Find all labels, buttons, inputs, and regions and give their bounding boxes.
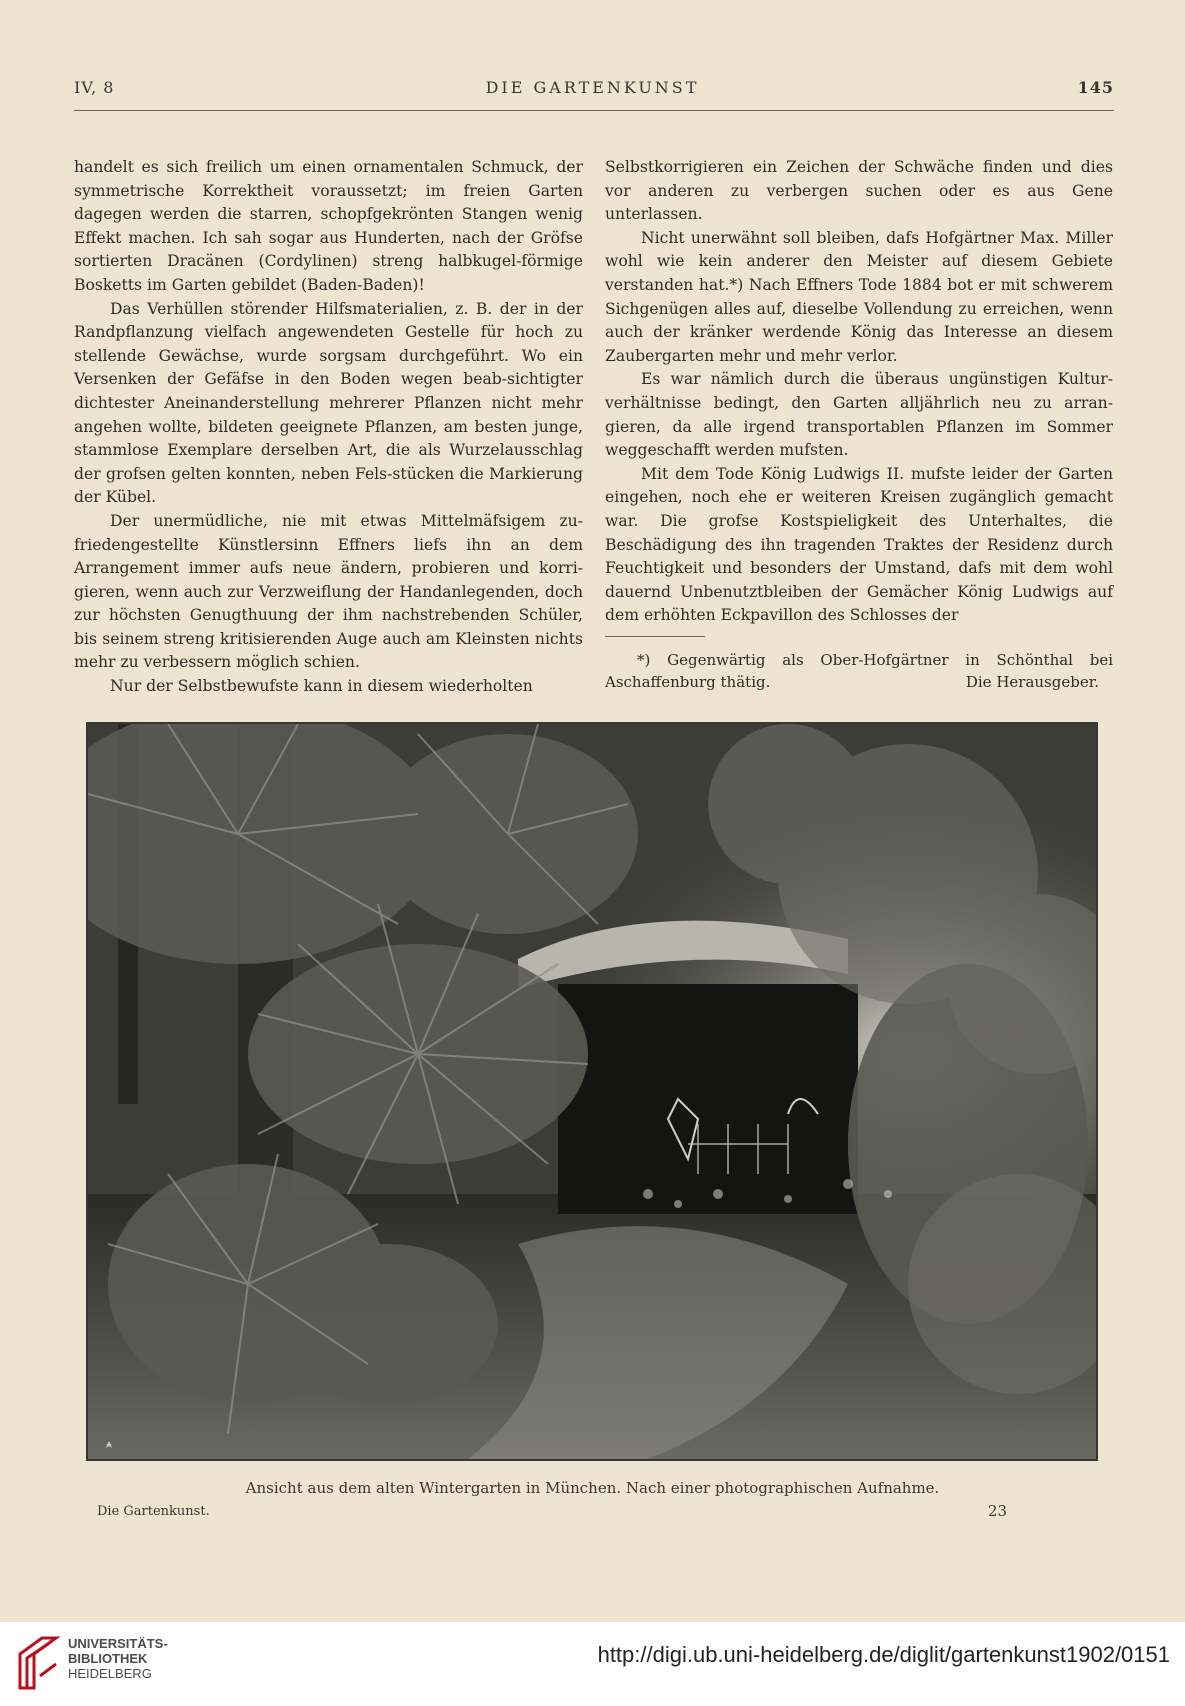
paragraph: Der unermüdliche, nie mit etwas Mittelmäfsigem zu-friedengestellte Künstlersinn Effners liefs ihn an dem Arrangement immer aufs neue ändern, probieren und korri-gieren, wenn auch zur Verzweiflung der Handanlegenden, doch zur höchsten Genugthuung der ihm nachstrebenden Schüler, bis seinem streng kritisierenden Auge auch am Kleinsten nichts mehr zu verbessern möglich schien. — [74, 511, 583, 672]
header-page-number: 145 — [1077, 78, 1114, 97]
wintergarden-photograph — [86, 722, 1098, 1461]
paragraph: Selbstkorrigieren ein Zeichen der Schwäche finden und dies vor anderen zu verbergen suchen oder es aus Gene unterlassen. — [605, 158, 1113, 224]
header-volume: IV, 8 — [74, 78, 115, 97]
header-rule — [74, 110, 1114, 111]
library-name-line: BIBLIOTHEK — [68, 1651, 148, 1666]
footnote-rule — [605, 636, 705, 637]
permalink-url[interactable]: http://digi.ub.uni-heidelberg.de/diglit/gartenkunst1902/0151 — [597, 1642, 1170, 1667]
header-journal-title: DIE GARTENKUNST — [485, 78, 700, 97]
paragraph: handelt es sich freilich um einen ornamentalen Schmuck, der symmetrische Korrektheit voraussetzt; im freien Garten dagegen werden die starren, schopfgekrönten Stangen wenig Effekt machen. Ich sah sogar aus Hunderten, nach der Gröfse sortierten Dracänen (Cordylinen) streng halbkugel-förmige Bosketts im Garten gebildet (Baden-Baden)! — [74, 158, 583, 294]
paragraph: Das Verhüllen störender Hilfsmaterialien, z. B. der in der Randpflanzung vielfach angewendeten Gestelle für hoch zu stellende Gewächse, wurde sorgsam durchgeführt. Wo ein Versenken der Gefäfse in den Boden wegen beab-sichtigter dichtester Aneinanderstellung mehrerer Pflanzen nicht mehr angehen wollte, bildeten geeignete Pflanzen, am besten junge, stammlose Exemplare derselben Art, die als Wurzelausschlag der grofsen gelten konnten, neben Fels-stücken die Markierung der Kübel. — [74, 299, 583, 507]
paragraph: Es war nämlich durch die überaus ungünstigen Kultur-verhältnisse bedingt, den Garten alljährlich neu zu arran-gieren, da alle irgend transportablen Pflanzen im Sommer weggeschafft werden mufsten. — [605, 370, 1113, 460]
right-text-column — [605, 156, 1113, 693]
library-footer-band — [0, 1622, 1185, 1706]
library-name-line: HEIDELBERG — [68, 1666, 152, 1681]
footer-journal: Die Gartenkunst. — [97, 1504, 210, 1519]
paragraph: Nicht unerwähnt soll bleiben, dafs Hofgärtner Max. Miller wohl wie kein anderer den Meister auf diesem Gebiete verstanden hat.*) Nach Effners Tode 1884 bot er mit schwerem Sichgenügen alles auf, dieselbe Vollendung zu erreichen, wenn auch der kränker werdende König das Interesse an diesem Zaubergarten mehr und mehr verlor. — [605, 228, 1113, 365]
footnote-signature: Die Herausgeber. — [965, 672, 1099, 691]
library-name-line: UNIVERSITÄTS- — [68, 1636, 168, 1651]
footer-sheet-number: 23 — [987, 1502, 1007, 1520]
left-text-column — [74, 156, 583, 699]
footnote — [605, 649, 1113, 693]
university-library-logo-icon — [12, 1632, 62, 1694]
paragraph: Nur der Selbstbewufste kann in diesem wiederholten — [110, 677, 533, 696]
footnote-text: *) Gegenwärtig als Ober-Hofgärtner in Schönthal bei Aschaffenburg thätig. — [605, 650, 1113, 691]
paragraph: Mit dem Tode König Ludwigs II. mufste leider der Garten eingehen, noch ehe er weiteren Kreisen zugänglich gemacht war. Die grofse Kostspieligkeit des Unterhaltes, die Beschädigung des ihn tragenden Traktes der Residenz durch Feuchtigkeit und besonders der Umstand, dafs mit dem wohl dauernd Unbenutztbleiben der Gemächer König Ludwigs auf dem erhöhten Eckpavillon des Schlosses der — [605, 464, 1113, 625]
photo-caption: Ansicht aus dem alten Wintergarten in München. Nach einer photographischen Aufnahme. — [245, 1479, 940, 1497]
library-name — [68, 1636, 168, 1681]
